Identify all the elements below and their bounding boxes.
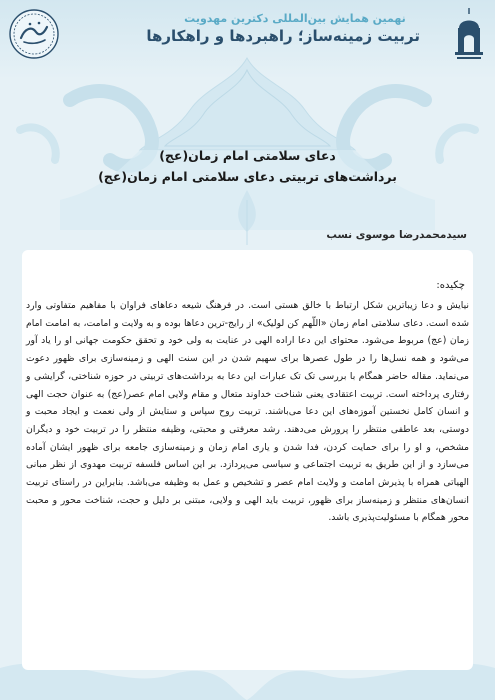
abstract-card — [22, 250, 473, 670]
conference-theme: تربیت زمینه‌ساز؛ راهبردها و راهکارها — [146, 27, 420, 45]
paper-subtitle: برداشت‌های تربیتی دعای سلامتی امام زمان(عج) — [98, 169, 397, 184]
author-name: سیدمحمدرضا موسوی نسب — [326, 229, 467, 241]
paper-titles — [40, 148, 455, 184]
header-band — [0, 0, 495, 70]
conference-title: نهمین همایش بین‌المللی دکترین مهدویت — [184, 12, 406, 25]
abstract-label: چکیده: — [436, 280, 465, 291]
abstract-text: نیایش و دعا زیباترین شکل ارتباط با خالق هستی است. در فرهنگ شیعه دعاهای فراوان با مفاهیم متفاوتی وارد شده است. دعای سلامتی امام زمان «اللّهم کن لولیک» از رایج-ترین دعاها بوده و به ولایت و امامت، به امامت امام زمان (عج) مربوط می‌شود. محتوای این دعا اراده الهی در عنایت به ولی خود و تحقق حکومت جهانی او را یاد آور می‌شود و همه نسل‌ها را در طول عصرها برای سهیم شدن در این سنت الهی و زمینه‌سازی برای ظهور دعوت می‌نماید. مقاله حاضر همگام با بررسی تک تک عبارات این دعا به برداشت‌های تربیتی در حوزه شناختی، گرایشی و رفتاری پرداخته است. تربیت اعتقادی یعنی شناخت خداوند متعال و مقام ولایی امام عصر(عج) به عنوان حجت الهی و انسان کامل نخستین آموزه‌های این دعا می‌باشند. تربیت روح سپاس و ستایش از ولی نعمت و ایجاد محبت و دوستی، بعد عاطفی منتظر را پرورش می‌دهند. رشد معرفتی و محبتی، وظیفه منتظر را در تربیت خود و دیگران مشخص، و او را برای حمایت کردن، فدا شدن و یاری امام زمان و زمینه‌سازی جامعه برای ظهور ایشان آماده می‌سازد و از این طریق به تربیت اجتماعی و سیاسی می‌پردازد. بر این اساس فلسفه تربیت مهدوی از نظر مبانی الهیاتی همراه با پذیرش امامت و ولایت امام عصر و تشخیص و عمل به وظیفه می‌باشد. بنابراین در راستای تربیت انسان‌های منتظر و زمینه‌ساز برای ظهور، تربیت باید الهی و ولایی، مبتنی بر دلیل و حجت، شناخت محور و محبت محور همگام با مسئولیت‌پذیری باشد. — [26, 300, 469, 524]
calligraphy-seal-icon — [8, 8, 60, 60]
shrine-dome-icon — [453, 6, 485, 62]
paper-title: دعای سلامتی امام زمان(عج) — [159, 148, 336, 163]
